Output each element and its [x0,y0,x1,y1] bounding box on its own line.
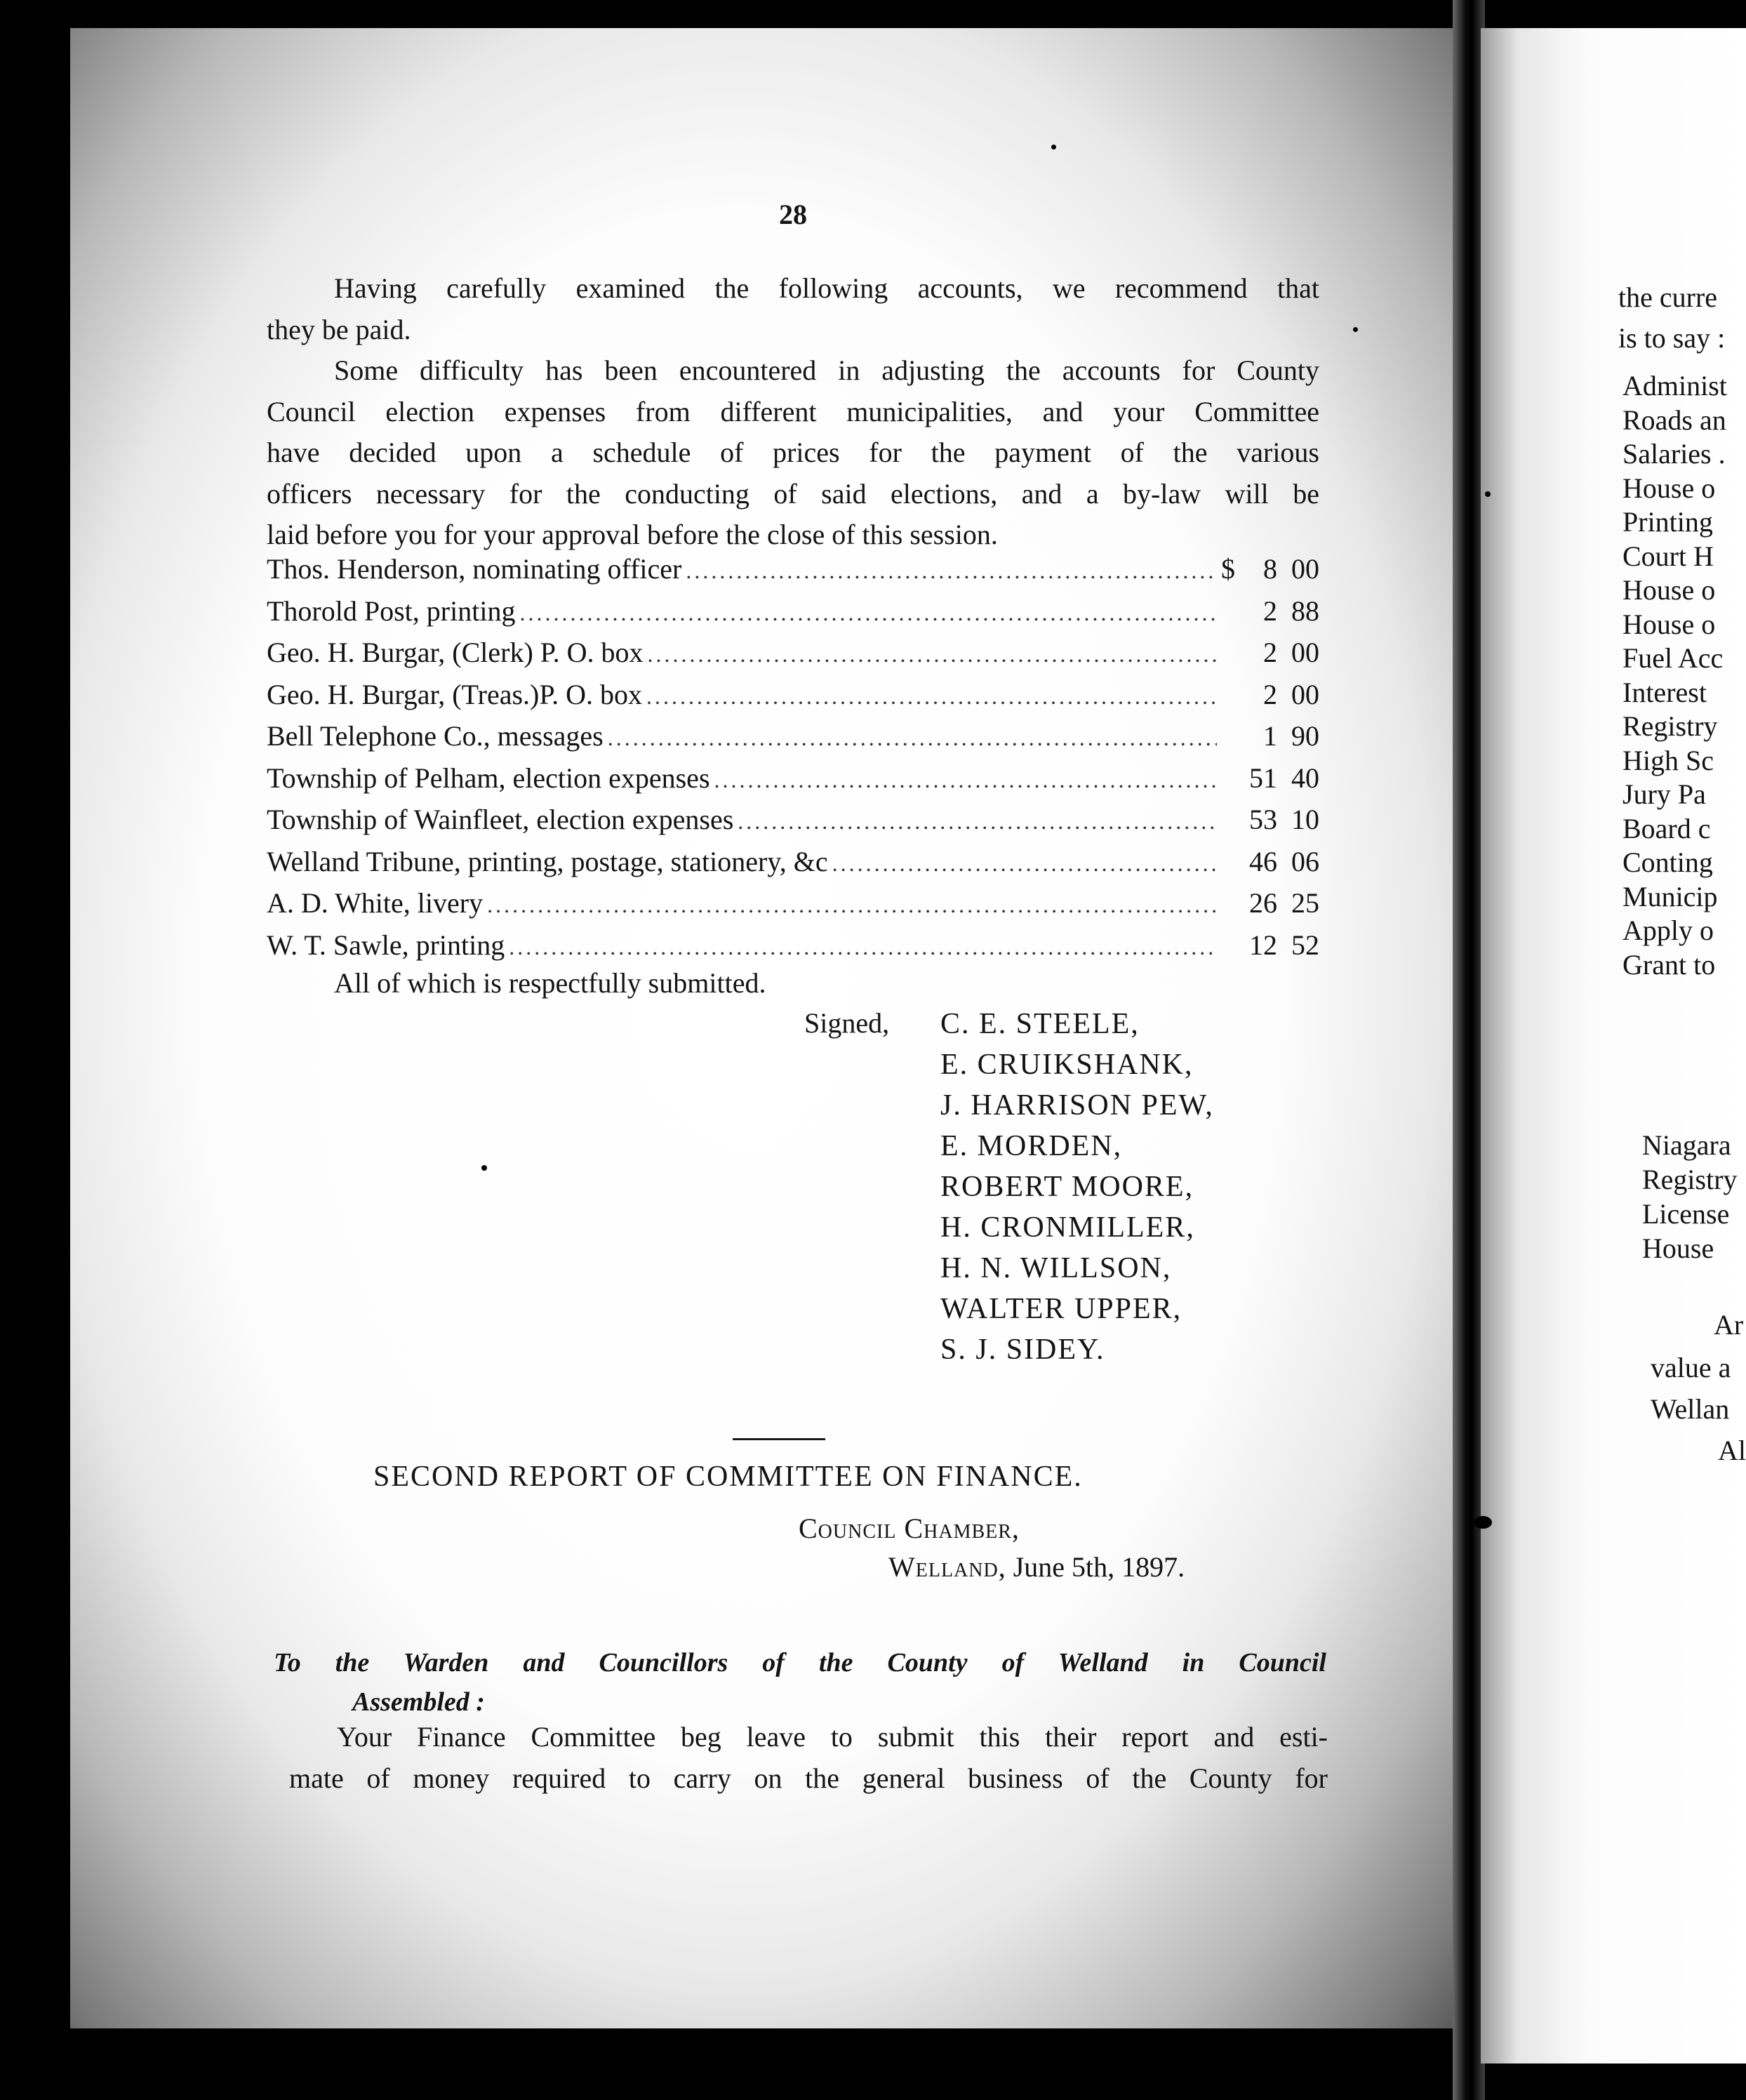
account-cents: 10 [1291,804,1319,835]
account-cents: 90 [1291,720,1319,752]
signatory-name: WALTER UPPER, [940,1293,1182,1325]
signatory-name: C. E. STEELE, [940,1008,1140,1040]
facing-page-line: is to say : [1618,322,1726,354]
facing-page-line: License [1642,1198,1730,1230]
signatory-name: ROBERT MOORE, [940,1171,1194,1203]
paragraph-line: Having carefully examined the following accounts, we recommend that [334,272,1319,304]
account-dollars: 53 [1249,804,1277,835]
account-cents: 00 [1291,637,1319,668]
facing-page-line: House o [1622,608,1716,640]
signatory-name: J. HARRISON PEW, [940,1089,1214,1122]
facing-page-line: the curre [1618,281,1718,313]
account-name: W. T. Sawle, printing [267,929,505,961]
facing-page-line: Niagara [1642,1129,1731,1161]
facing-page-line: Registry [1622,710,1718,742]
facing-page-line: Roads an [1622,404,1726,436]
paragraph-line: laid before you for your approval before the close of this session. [267,519,998,550]
facing-page-line: Apply o [1622,915,1714,946]
address-text: To the Warden and Councillors of the County of Welland in Council [274,1648,1326,1677]
account-cents: 52 [1291,929,1319,961]
scan-speck [1474,1516,1492,1529]
account-dollars: 1 [1263,720,1277,752]
account-name: Township of Wainfleet, election expenses [267,804,734,835]
leader-dots [519,600,1217,626]
account-name: Geo. H. Burgar, (Clerk) P. O. box [267,637,644,668]
account-dollars: 26 [1249,887,1277,919]
account-row [267,719,1319,762]
leader-dots [646,684,1217,710]
facing-page-line: Salaries . [1622,438,1726,470]
signatory-name: H. CRONMILLER, [940,1211,1195,1244]
signed-label: Signed, [804,1007,890,1039]
report-heading: SECOND REPORT OF COMMITTEE ON FINANCE. [373,1461,1083,1493]
facing-page-line: Municip [1622,880,1718,912]
page-number: 28 [779,199,807,230]
closing-line: All of which is respectfully submitted. [334,967,766,999]
account-name: Thorold Post, printing [267,594,516,627]
account-row [267,594,1319,637]
facing-page-line: Interest [1622,676,1707,708]
paragraph-line: Council election expenses from different municipalities, and your Committee [267,395,1319,427]
paragraph-line: Your Finance Committee beg leave to submit this their report and esti- [337,1721,1328,1753]
paragraph-line: have decided upon a schedule of prices for the payment of the various [267,437,1319,468]
address-text: Assembled : [352,1687,485,1717]
signatories-list [940,1009,1214,1376]
account-cents: 06 [1291,845,1319,877]
facing-page-line: House [1642,1232,1714,1264]
account-name: Township of Pelham, election expenses [267,762,710,794]
facing-page-line: Administ [1622,370,1727,401]
account-dollars: 2 [1263,678,1277,710]
report-body [289,1717,1328,1799]
account-name: Thos. Henderson, nominating officer [267,553,682,585]
intro-paragraph-2 [267,350,1319,556]
address-line [274,1643,1326,1722]
facing-page-line: Grant to [1622,948,1716,981]
account-dollars: 2 [1263,637,1277,668]
account-dollars: 12 [1249,929,1277,961]
facing-page-line: Wellan [1651,1393,1730,1425]
signatory-name: S. J. SIDEY. [940,1334,1105,1366]
leader-dots [738,809,1217,835]
scan-speck [1485,491,1491,497]
account-row [267,929,1319,971]
leader-dots [487,892,1217,918]
signatory-name: H. N. WILLSON, [940,1252,1172,1284]
account-name: Bell Telephone Co., messages [267,720,604,752]
facing-page-line: Jury Pa [1622,778,1706,810]
signatory-name: E. MORDEN, [940,1130,1123,1162]
facing-page-line: House o [1622,574,1716,606]
facing-page-line: Conting [1622,846,1713,878]
section-divider [733,1438,825,1440]
account-cents: 88 [1291,594,1319,627]
account-cents: 25 [1291,887,1319,919]
account-row [267,636,1319,678]
accounts-table [267,552,1319,970]
intro-paragraph-1 [267,268,1319,350]
account-dollars: 46 [1249,845,1277,877]
paragraph-line: mate of money required to carry on the general business of the County for [289,1762,1328,1794]
account-cents: 00 [1291,678,1319,710]
facing-page-line: value a [1651,1352,1731,1383]
date-line [888,1553,1185,1581]
facing-page-line: Printing [1622,506,1713,538]
leader-dots [686,558,1217,584]
account-cents: 00 [1291,553,1319,585]
scan-speck [481,1165,487,1171]
paragraph-line: they be paid. [267,313,411,345]
leader-dots [647,642,1217,667]
leader-dots [714,767,1217,793]
facing-page-line: House o [1622,472,1716,504]
report-date: June 5th, 1897. [1013,1551,1185,1583]
account-dollars: 2 [1263,594,1277,627]
account-dollars: 8 [1263,553,1277,585]
account-row [267,762,1319,804]
facing-page-line: Board c [1622,812,1711,844]
account-row [267,678,1319,720]
facing-page-line: Registry [1642,1164,1738,1195]
scan-speck [1051,145,1056,149]
account-name: Welland Tribune, printing, postage, stationery, &c [267,845,828,877]
facing-page-line: Ar [1714,1309,1744,1341]
facing-page-line: Court H [1622,540,1714,572]
place-name: Welland, [888,1551,1006,1583]
facing-page-line: High Sc [1622,744,1714,776]
place-line: Council Chamber, [799,1513,1020,1544]
facing-page-line: Al [1718,1435,1746,1466]
leader-dots [832,851,1217,877]
leader-dots [509,934,1217,960]
account-name: Geo. H. Burgar, (Treas.)P. O. box [267,678,643,710]
account-row [267,845,1319,887]
facing-page-line: Fuel Acc [1622,642,1724,674]
account-dollars: 51 [1249,762,1277,794]
account-row [267,803,1319,845]
account-row [267,552,1319,594]
paragraph-line: officers necessary for the conducting of said elections, and a by-law will be [267,477,1319,510]
signatory-name: E. CRUIKSHANK, [940,1049,1194,1081]
scan-speck [1353,327,1358,332]
account-cents: 40 [1291,762,1319,794]
leader-dots [608,725,1217,751]
account-row [267,886,1319,929]
account-name: A. D. White, livery [267,887,484,919]
dollar-sign: $ [1221,553,1235,585]
paragraph-line: Some difficulty has been encountered in adjusting the accounts for County [334,354,1319,386]
